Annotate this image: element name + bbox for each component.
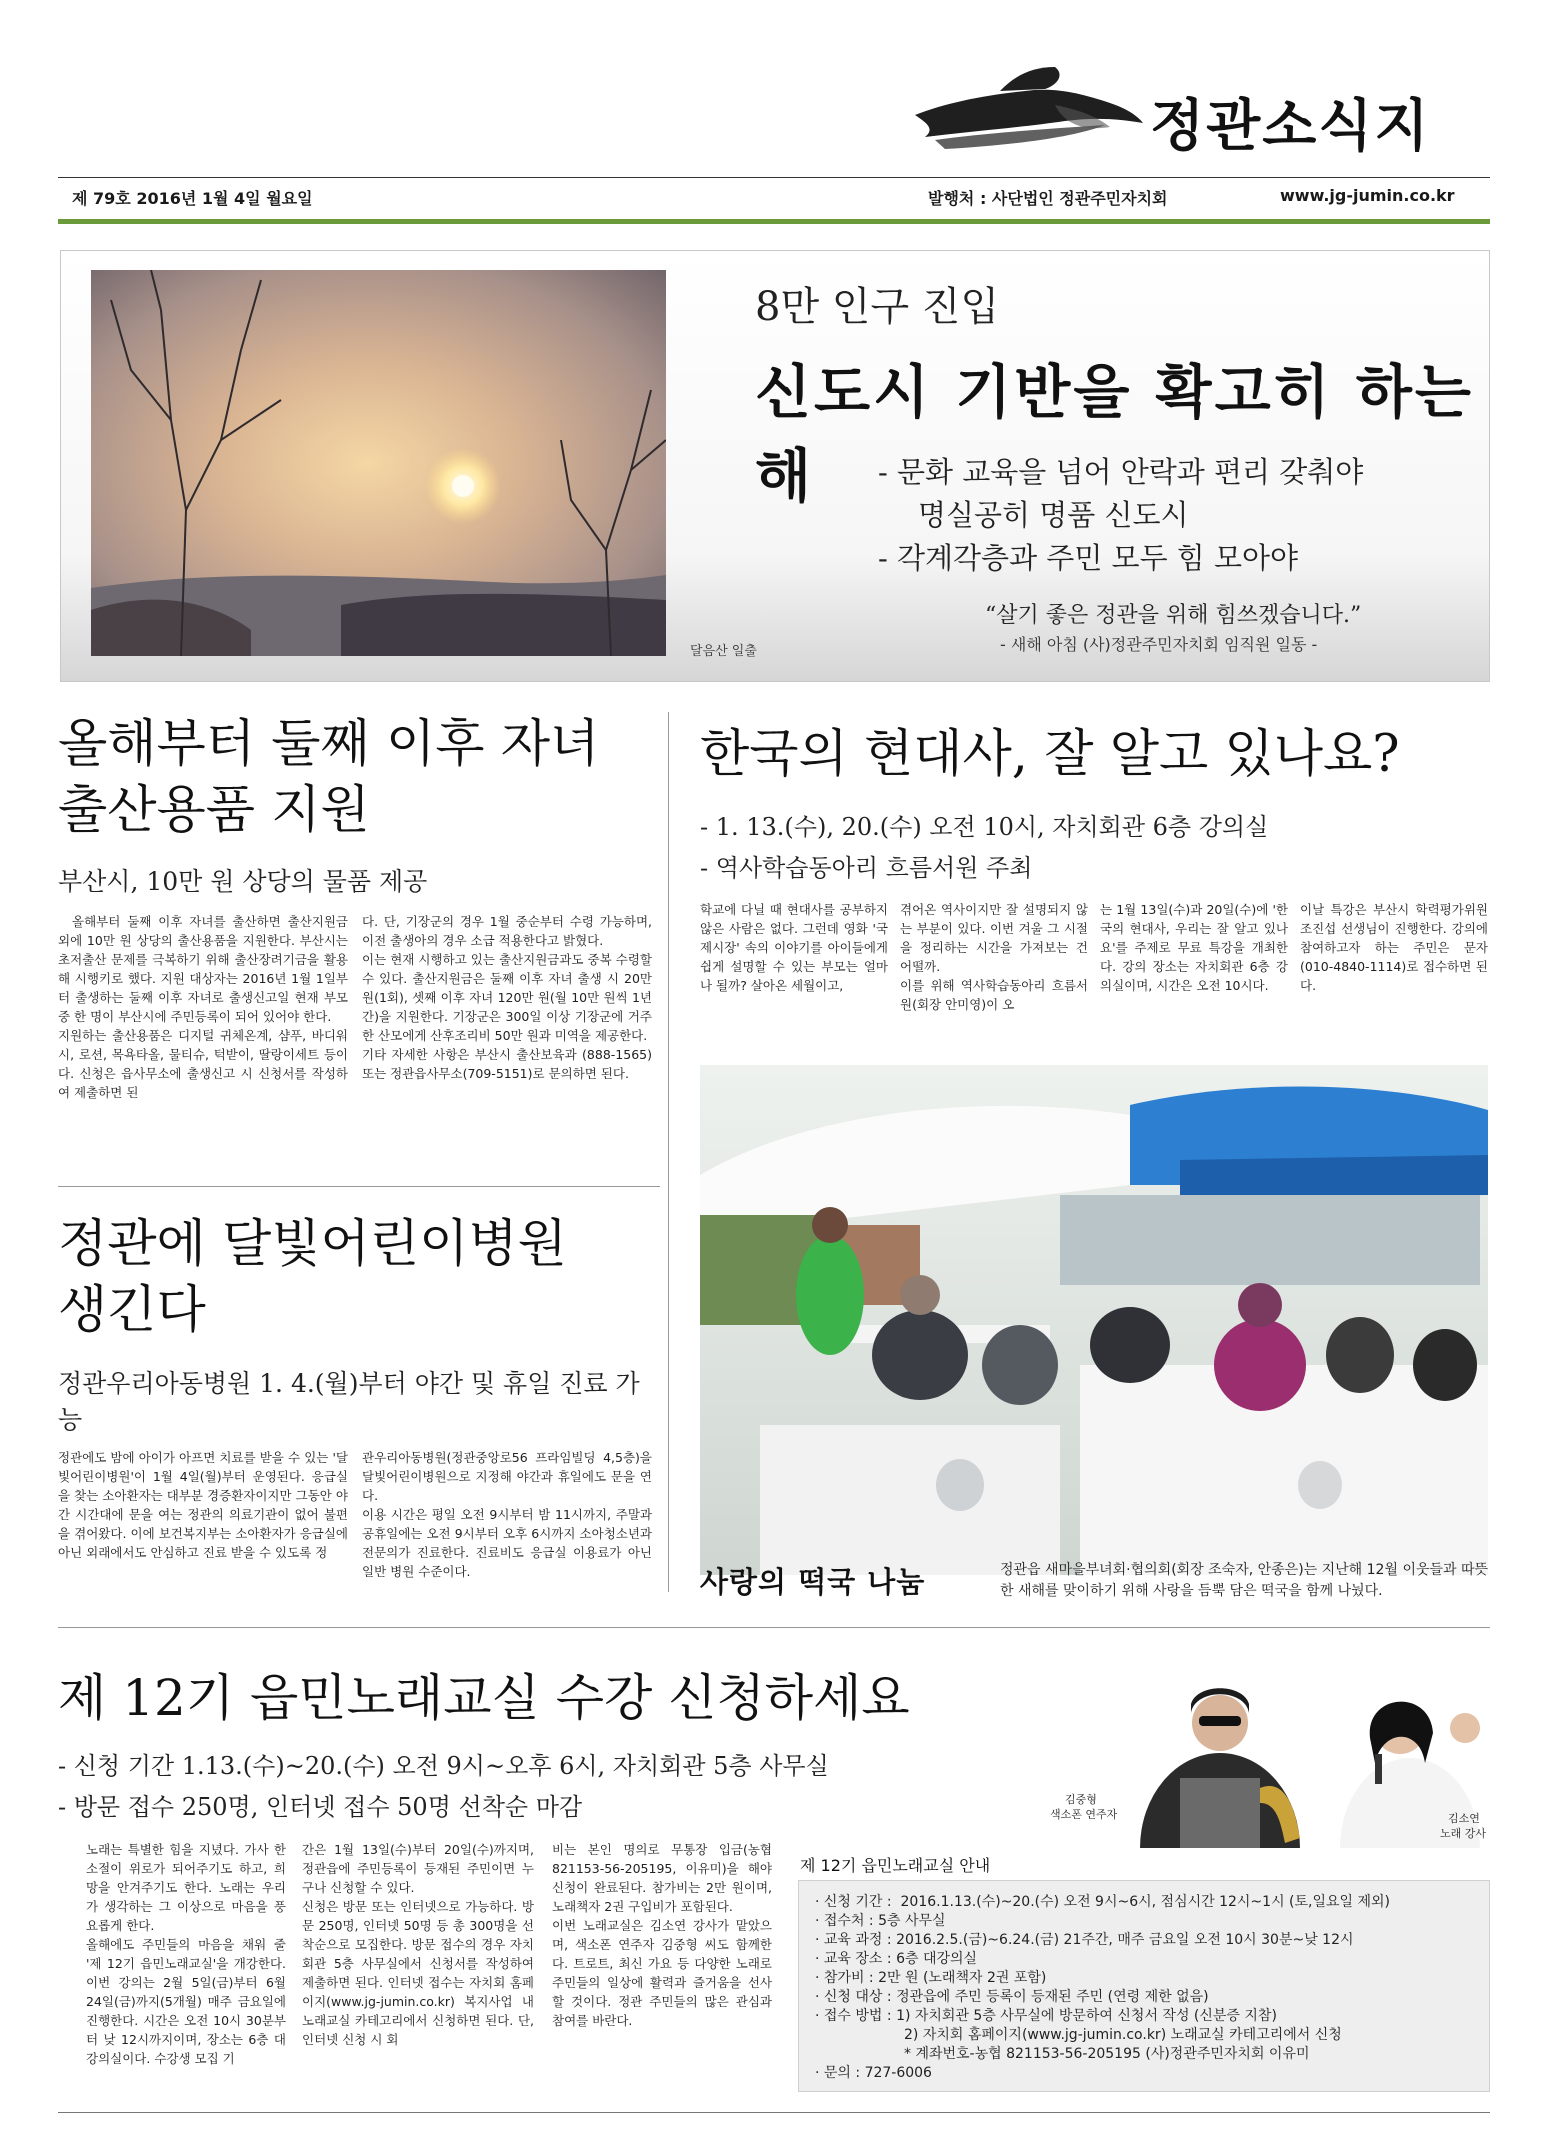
footer-rule	[58, 2112, 1490, 2113]
info-box-title: 제 12기 읍민노래교실 안내	[800, 1856, 991, 1875]
performer2-name: 김소연	[1448, 1812, 1480, 1825]
article3-col4: 이날 특강은 부산시 학력평가위원 조진섭 선생님이 진행한다. 강의에 참여하고자 하는 주민은 문자(010-4840-1114)로 접수하면 된다.	[1300, 902, 1488, 993]
article3-point-2: - 역사학습동아리 흐름서원 주최	[700, 854, 1033, 882]
info-line: · 접수 방법 : 1) 자치회관 5층 사무실에 방문하여 신청서 작성 (신분증 지참)	[815, 2008, 1277, 2024]
photo-feature-title: 사랑의 떡국 나눔	[700, 1565, 926, 1599]
info-line: · 교육 장소 : 6층 대강의실	[815, 1951, 978, 1967]
photo-feature-caption: 정관읍 새마을부녀회·협의회(회장 조숙자, 안종은)는 지난해 12월 이웃들과 따뜻한 새해를 맞이하기 위해 사랑을 듬뿍 담은 떡국을 함께 나눴다.	[1000, 1562, 1489, 1599]
article2-col1: 정관에도 밤에 아이가 아프면 치료를 받을 수 있는 '달빛어린이병원'이 1월 4일(월)부터 운영된다. 응급실을 찾는 소아환자는 대부분 경증환자이지만 그동안 야간 시간대에 문을 여는 정관의 의료기관이 없어 불편을 겪어왔다. 이에 보건복지부는 소아환자가 응급실에 아닌 외래에서도 안심하고 진료 받을 수 있도록 정	[58, 1450, 348, 1560]
performers-photo	[1125, 1668, 1485, 1848]
article2-col2: 관우리아동병원(정관중앙로56 프라임빌딩 4,5층)을 달빛어린이병원으로 지정해 야간과 휴일에도 문을 연다. 이용 시간은 평일 오전 9시부터 밤 11시까지, 주말과 공휴일에는 오전 9시부터 오후 6시까지 소아청소년과 전문의가 진료한다. 진료비도 응급실 이용료가 아닌 일반 병원 수준이다.	[362, 1450, 652, 1579]
info-line: · 참가비 : 2만 원 (노래책자 2권 포함)	[815, 1970, 1047, 1986]
performer1-name: 김중형	[1065, 1793, 1097, 1806]
article3-point-1: - 1. 13.(수), 20.(수) 오전 10시, 자치회관 6층 강의실	[700, 813, 1269, 841]
banner-quote-by: - 새해 아침 (사)정관주민자치회 임직원 일동 -	[1000, 635, 1318, 654]
article1-headline: 올해부터 둘째 이후 자녀 출산용품 지원	[58, 715, 600, 840]
banner-point-3: - 각계각층과 주민 모두 힘 모아야	[878, 541, 1299, 575]
article3-col2: 겪어온 역사이지만 잘 설명되지 않는 부분이 있다. 이번 겨울 그 시절을 정리하는 시간을 가져보는 건 어떨까. 이를 위해 역사학습동아리 흐름서원(회장 안미영)이 오	[900, 902, 1088, 1012]
article3-col3: 는 1월 13일(수)과 20일(수)에 '한국의 현대사, 우리는 잘 알고 있나요'를 주제로 무료 특강을 개최한다. 강의 장소는 자치회관 6층 강의실이며, 시간은 오전 10시다.	[1100, 902, 1288, 993]
article2-subhead: 정관우리아동병원 1. 4.(월)부터 야간 및 휴일 진료 가능	[58, 1369, 640, 1434]
performer1-role: 색소폰 연주자	[1050, 1808, 1118, 1821]
publisher: 발행처 : 사단법인 정관주민자치회	[928, 189, 1168, 208]
banner-headline: 신도시 기반을 확고히 하는 해	[755, 358, 1474, 510]
info-line: · 교육 과정 : 2016.2.5.(금)~6.24.(금) 21주간, 매주 금요일 오전 10시 30분~낮 12시	[815, 1932, 1354, 1948]
article4-point-1: - 신청 기간 1.13.(수)~20.(수) 오전 9시~오후 6시, 자치회관 5층 사무실	[58, 1752, 829, 1780]
banner-point-2: 명실공히 명품 신도시	[918, 498, 1189, 532]
article1-col1: 올해부터 둘째 이후 자녀를 출산하면 출산지원금 외에 10만 원 상당의 출산용품을 지원한다. 부산시는 초저출산 문제를 극복하기 위해 출산장려기금을 활용해 시행키로 했다. 지원 대상자는 2016년 1월 1일부터 출생하는 둘째 이후 자녀로 출생신고일 현재 부모 중 한 명이 부산시에 주민등록이 되어 있어야 한다. 지원하는 출산용품은 디지털 귀체온계, 샴푸, 바디워시, 로션, 목욕타올, 물티슈, 턱받이, 딸랑이세트 등이다. 신청은 읍사무소에 출생신고 시 신청서를 작성하여 제출하면 된	[58, 914, 348, 1100]
article3-col1: 학교에 다닐 때 현대사를 공부하지 않은 사람은 없다. 그런데 영화 '국제시장' 속의 이야기를 아이들에게 쉽게 설명할 수 있는 부모는 얼마나 될까? 살아온 세월이고,	[700, 902, 888, 993]
masthead-accent-bar	[58, 219, 1490, 224]
article4-col2: 간은 1월 13일(수)부터 20일(수)까지며, 정관읍에 주민등록이 등재된 주민이면 누구나 신청할 수 있다. 신청은 방문 또는 인터넷으로 가능하다. 방문 250명, 인터넷 50명 등 총 300명을 선착순으로 모집한다. 방문 접수의 경우 자치회관 5층 사무실에서 신청서를 작성하여 제출하면 된다. 인터넷 접수는 자치회 홈페이지(www.jg-jumin.co.kr) 복지사업 내 노래교실 카테고리에서 신청하면 된다. 단, 인터넷 신청 시 회	[302, 1842, 534, 2047]
brush-logo	[905, 45, 1155, 165]
banner-point-1: - 문화 교육을 넘어 안락과 편리 갖춰야	[878, 455, 1364, 489]
info-line: · 신청 대상 : 정관읍에 주민 등록이 등재된 주민 (연령 제한 없음)	[815, 1989, 1209, 2005]
section-rule	[58, 1627, 1490, 1628]
article1-col2: 다. 단, 기장군의 경우 1월 중순부터 수령 가능하며, 이전 출생아의 경우 소급 적용한다고 밝혔다. 이는 현재 시행하고 있는 출산지원금과도 중복 수령할 수 있다. 출산지원금은 둘째 이후 자녀 출생 시 20만 원(1회), 셋째 이후 자녀 120만 원(월 10만 원씩 1년간)을 지원한다. 기장군은 300일 이상 기장군에 거주한 산모에게 산후조리비 50만 원과 미역을 제공한다. 기타 자세한 사항은 부산시 출산보육과 (888-1565) 또는 정관읍사무소(709-5151)로 문의하면 된다.	[362, 914, 652, 1081]
photo-caption: 달음산 일출	[690, 644, 757, 659]
article3-headline: 한국의 현대사, 잘 알고 있나요?	[700, 725, 1400, 784]
website-link[interactable]: www.jg-jumin.co.kr	[1280, 186, 1455, 205]
article1-bottom-rule	[58, 1186, 660, 1187]
article4-point-2: - 방문 접수 250명, 인터넷 접수 50명 선착순 마감	[58, 1793, 583, 1821]
article2-headline: 정관에 달빛어린이병원 생긴다	[58, 1215, 567, 1340]
info-line: · 문의 : 727-6006	[815, 2065, 932, 2081]
article1-subhead: 부산시, 10만 원 상당의 물품 제공	[58, 867, 428, 896]
info-line: 2) 자치회 홈페이지(www.jg-jumin.co.kr) 노래교실 카테고리에서 신청	[815, 2027, 1342, 2043]
column-divider	[668, 712, 669, 1592]
article4-col1: 노래는 특별한 힘을 지녔다. 가사 한 소절이 위로가 되어주기도 하고, 희망을 안겨주기도 한다. 노래는 우리가 생각하는 그 이상으로 마음을 풍요롭게 한다. 올해에도 주민들의 마음을 채워 줄 '제 12기 읍민노래교실'을 개강한다. 이번 강의는 2월 5일(금)부터 6월 24일(금)까지(5개월) 매주 금요일에 진행한다. 시간은 오전 10시 30분부터 낮 12시까지이며, 장소는 6층 대강의실이다. 수강생 모집 기	[86, 1842, 286, 2066]
masthead-top-rule	[58, 177, 1490, 178]
article4-headline: 제 12기 읍민노래교실 수강 신청하세요	[58, 1669, 910, 1727]
issue-date: 제 79호 2016년 1월 4일 월요일	[72, 189, 313, 208]
sunrise-photo	[91, 270, 666, 656]
info-line: · 신청 기간 : 2016.1.13.(수)~20.(수) 오전 9시~6시, 점심시간 12시~1시 (토,일요일 제외)	[815, 1894, 1391, 1910]
banner-kicker: 8만 인구 진입	[755, 284, 1000, 330]
info-line: · 접수처 : 5층 사무실	[815, 1913, 946, 1929]
rice-cake-soup-photo	[700, 1065, 1488, 1575]
masthead-title: 정관소식지	[1150, 94, 1431, 159]
banner-quote: “살기 좋은 정관을 위해 힘쓰겠습니다.”	[985, 603, 1362, 628]
info-line: * 계좌번호-농협 821153-56-205195 (사)정관주민자치회 이유미	[815, 2046, 1310, 2062]
article4-col3: 비는 본인 명의로 무통장 입금(농협 821153-56-205195, 이유미)을 해야 신청이 완료된다. 참가비는 2만 원이며, 노래책자 2권 구입비가 포함된다. 이번 노래교실은 김소연 강사가 맡았으며, 색소폰 연주자 김중형 씨도 함께한다. 트로트, 최신 가요 등 다양한 노래로 주민들의 일상에 활력과 즐거움을 선사할 것이다. 정관 주민들의 많은 관심과 참여를 바란다.	[552, 1842, 772, 2028]
performer2-role: 노래 강사	[1440, 1827, 1487, 1840]
